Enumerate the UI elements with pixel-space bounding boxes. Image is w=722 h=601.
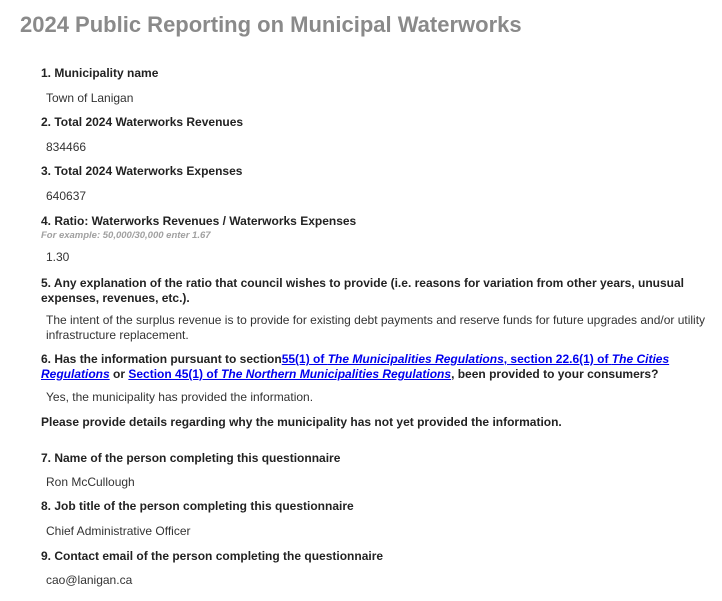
question-7-answer: Ron McCullough [46,475,135,489]
question-2-answer: 834466 [46,140,87,154]
question-1-label: 1. Municipality name [41,66,159,80]
question-6-label-end: , been provided to your consumers? [451,367,659,381]
regulation-link-northern[interactable]: Section 45(1) of The Northern Municipalities Regulations [128,367,452,381]
question-3-label: 3. Total 2024 Waterworks Expenses [41,164,243,178]
question-6-label-start: 6. Has the information pursuant to section [41,352,282,366]
question-6-answer: Yes, the municipality has provided the information. [46,390,314,404]
question-6-label [41,352,705,382]
question-8-answer: Chief Administrative Officer [46,524,191,538]
regulation-link-cities[interactable]: , section 22.6(1) of The Cities Regulations [41,352,670,381]
question-5-answer: The intent of the surplus revenue is to provide for existing debt payments and reserve funds for future upgrades and/or utility infrastructure replacement. [46,313,706,342]
question-9-label: 9. Contact email of the person completing the questionnaire [41,549,384,563]
question-3-answer: 640637 [46,189,87,203]
page-title: 2024 Public Reporting on Municipal Waterworks [20,12,522,37]
question-4-hint: For example: 50,000/30,000 enter 1.67 [41,230,211,241]
question-1-answer: Town of Lanigan [46,91,134,105]
question-2-label: 2. Total 2024 Waterworks Revenues [41,115,244,129]
question-7-label: 7. Name of the person completing this questionnaire [41,451,341,465]
question-6-label-between: or [109,367,129,381]
question-6-followup-label: Please provide details regarding why the municipality has not yet provided the information. [41,415,562,429]
question-9-answer: cao@lanigan.ca [46,573,133,587]
question-4-answer: 1.30 [46,250,70,264]
question-4-label: 4. Ratio: Waterworks Revenues / Waterworks Expenses [41,214,357,228]
question-8-label: 8. Job title of the person completing this questionnaire [41,499,354,513]
regulation-link-municipalities[interactable]: 55(1) of The Municipalities Regulations [281,352,504,366]
question-5-label: 5. Any explanation of the ratio that council wishes to provide (i.e. reasons for variation from other years, unusual expenses, revenues, etc.). [41,276,685,305]
